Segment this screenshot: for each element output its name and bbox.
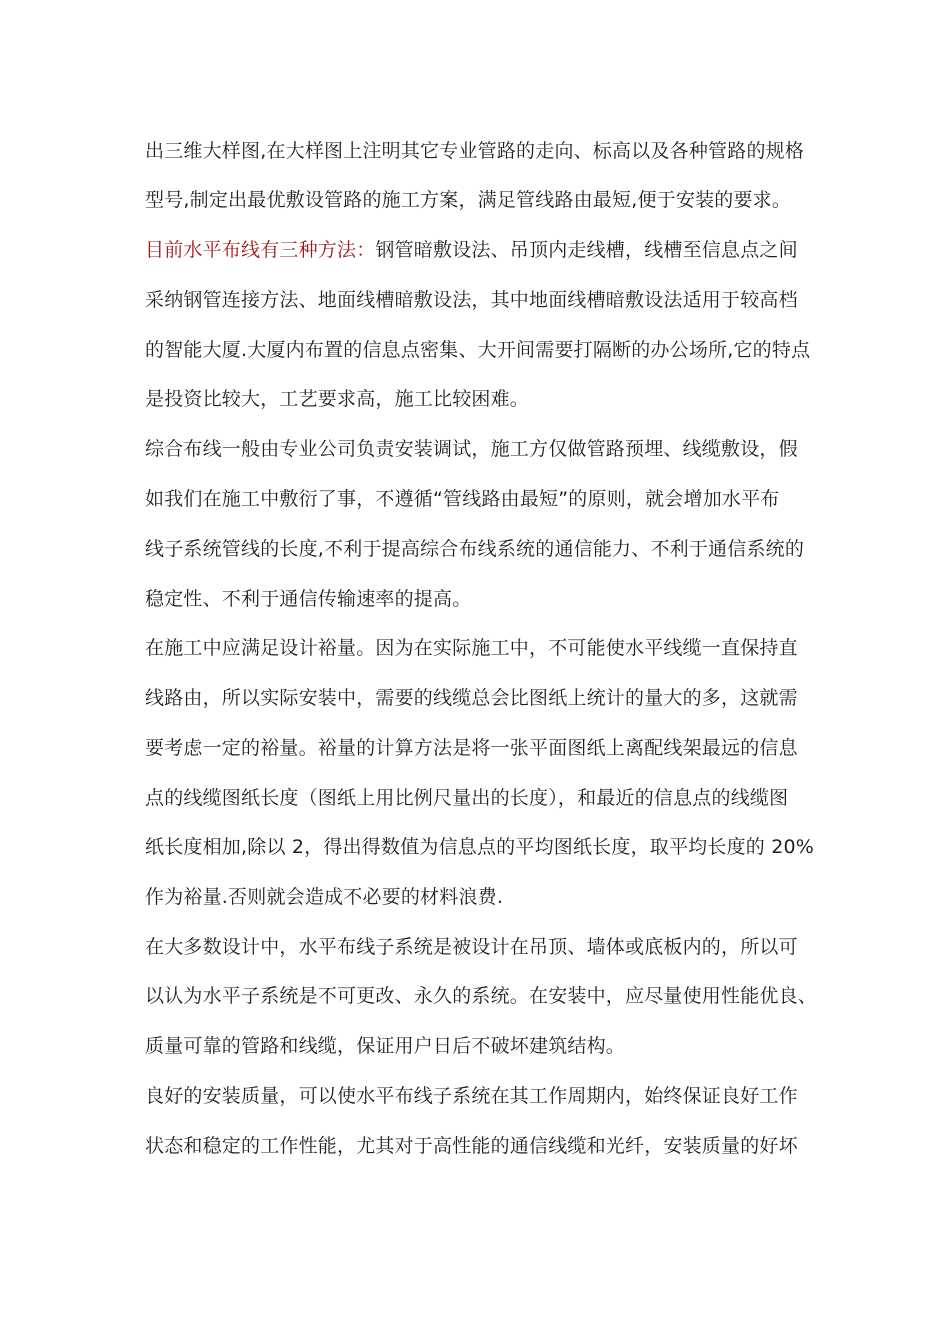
text-line: 型号,制定出最优敷设管路的施工方案，满足管线路由最短,便于安装的要求。: [145, 189, 792, 211]
text-line: 状态和稳定的工作性能，尤其对于高性能的通信线缆和光纤，安装质量的好坏: [145, 1135, 798, 1157]
text-line: 出三维大样图,在大样图上注明其它专业管路的走向、标高以及各种管路的规格: [145, 140, 805, 162]
text-line: 纸长度相加,除以 2，得出得数值为信息点的平均图纸长度，取平均长度的 20%: [145, 836, 815, 858]
text-line: 在施工中应满足设计裕量。因为在实际施工中，不可能使水平线缆一直保持直: [145, 637, 798, 659]
text-line: 以认为水平子系统是不可更改、永久的系统。在安装中，应尽量使用性能优良、: [145, 985, 818, 1007]
text-line: 线子系统管线的长度,不利于提高综合布线系统的通信能力、不利于通信系统的: [145, 538, 805, 560]
text-line: 的智能大厦.大厦内布置的信息点密集、大开间需要打隔断的办公场所,它的特点: [145, 339, 811, 361]
highlighted-lead-text: 目前水平布线有三种方法：: [145, 239, 376, 261]
text-line: 稳定性、不利于通信传输速率的提高。: [145, 588, 472, 610]
text-line: 采纳钢管连接方法、地面线槽暗敷设法，其中地面线槽暗敷设法适用于较高档: [145, 289, 798, 311]
text-line: 要考虑一定的裕量。裕量的计算方法是将一张平面图纸上离配线架最远的信息: [145, 737, 798, 759]
text-line: 线路由，所以实际安装中，需要的线缆总会比图纸上统计的量大的多，这就需: [145, 687, 798, 709]
text-line: 综合布线一般由专业公司负责安装调试，施工方仅做管路预埋、线缆敷设，假: [145, 438, 798, 460]
text-line: 质量可靠的管路和线缆，保证用户日后不破坏建筑结构。: [145, 1035, 626, 1057]
text-line: 良好的安装质量，可以使水平布线子系统在其工作周期内，始终保证良好工作: [145, 1085, 798, 1107]
text-line: 如我们在施工中敷衍了事，不遵循“管线路由最短”的原则，就会增加水平布: [145, 488, 780, 510]
text-line: [145, 237, 798, 263]
text-line-rest: 钢管暗敷设法、吊顶内走线槽，线槽至信息点之间: [375, 239, 798, 261]
text-line: 点的线缆图纸长度（图纸上用比例尺量出的长度），和最近的信息点的线缆图: [145, 787, 789, 809]
text-line: 在大多数设计中，水平布线子系统是被设计在吊顶、墙体或底板内的，所以可: [145, 936, 798, 958]
text-line: 作为裕量.否则就会造成不必要的材料浪费.: [145, 886, 504, 908]
text-line: 是投资比较大，工艺要求高，施工比较困难。: [145, 388, 530, 410]
